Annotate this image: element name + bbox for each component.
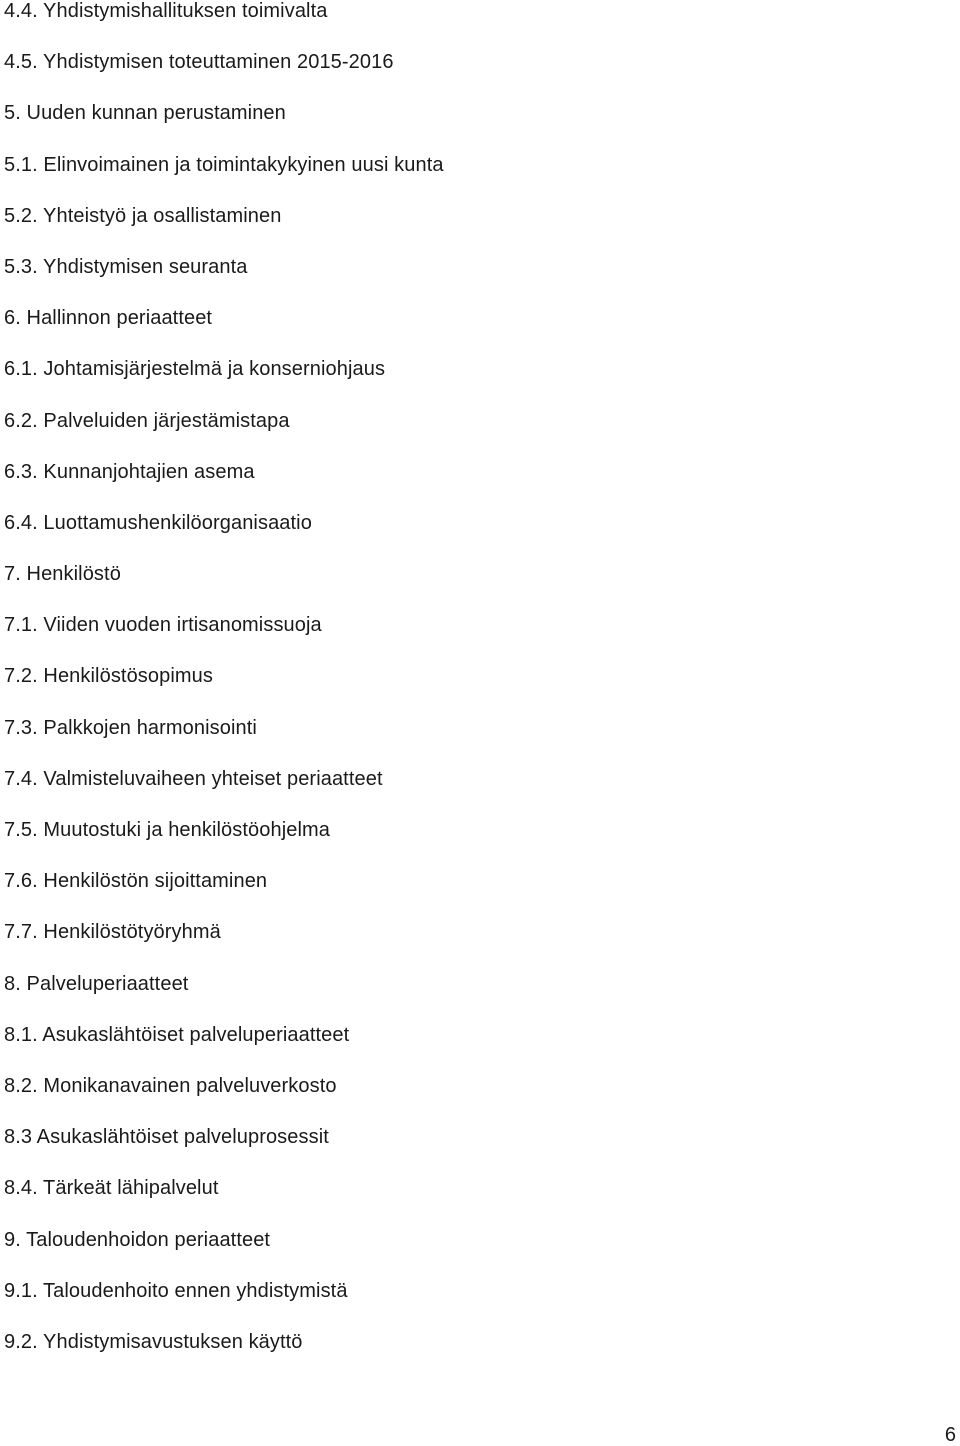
toc-item: 5.2. Yhteistyö ja osallistaminen	[4, 204, 282, 227]
toc-item: 4.4. Yhdistymishallituksen toimivalta	[4, 0, 328, 22]
toc-item: 6.1. Johtamisjärjestelmä ja konserniohjaus	[4, 358, 386, 381]
toc-item: 9.2. Yhdistymisavustuksen käyttö	[4, 1330, 303, 1353]
toc-item: 8.3 Asukaslähtöiset palveluprosessit	[4, 1126, 329, 1149]
toc-item: 9.1. Taloudenhoito ennen yhdistymistä	[4, 1279, 348, 1302]
toc-item: 7. Henkilöstö	[4, 563, 121, 586]
toc-item: 7.6. Henkilöstön sijoittaminen	[4, 870, 268, 893]
toc-item: 6.2. Palveluiden järjestämistapa	[4, 409, 290, 432]
toc-item: 8.2. Monikanavainen palveluverkosto	[4, 1074, 337, 1097]
toc-item: 4.5. Yhdistymisen toteuttaminen 2015-2016	[4, 51, 394, 74]
toc-item: 8.4. Tärkeät lähipalvelut	[4, 1177, 219, 1200]
toc-item: 5.1. Elinvoimainen ja toimintakykyinen uusi kunta	[4, 153, 444, 176]
table-of-contents	[4, 0, 444, 1382]
toc-item: 7.3. Palkkojen harmonisointi	[4, 716, 257, 739]
toc-item: 8. Palveluperiaatteet	[4, 972, 189, 995]
toc-item: 9. Taloudenhoidon periaatteet	[4, 1228, 271, 1251]
toc-item: 8.1. Asukaslähtöiset palveluperiaatteet	[4, 1023, 350, 1046]
toc-item: 7.5. Muutostuki ja henkilöstöohjelma	[4, 819, 331, 841]
toc-item: 6. Hallinnon periaatteet	[4, 307, 213, 330]
toc-item: 7.7. Henkilöstötyöryhmä	[4, 921, 221, 944]
toc-item: 7.2. Henkilöstösopimus	[4, 665, 213, 688]
toc-item: 5. Uuden kunnan perustaminen	[4, 102, 286, 125]
toc-item: 7.1. Viiden vuoden irtisanomissuoja	[4, 614, 322, 637]
page-number: 6	[944, 1424, 956, 1446]
toc-item: 6.3. Kunnanjohtajien asema	[4, 460, 255, 483]
toc-item: 7.4. Valmisteluvaiheen yhteiset periaatteet	[4, 767, 383, 790]
toc-item: 6.4. Luottamushenkilöorganisaatio	[4, 511, 312, 534]
toc-item: 5.3. Yhdistymisen seuranta	[4, 255, 248, 278]
